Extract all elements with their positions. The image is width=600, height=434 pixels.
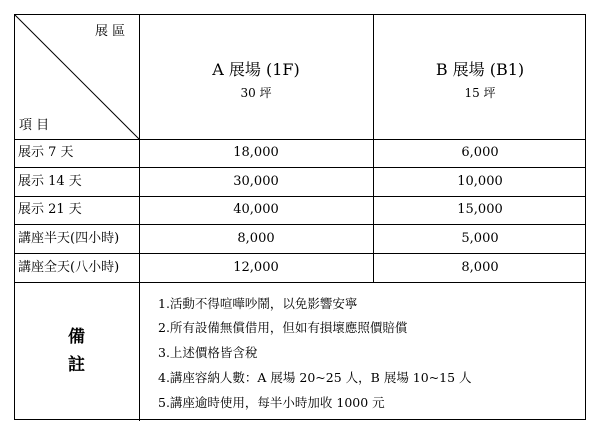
remark-note: 4.講座容納人數：A 展場 20~25 人，B 展場 10~15 人 bbox=[158, 370, 472, 385]
row-price-a: 30,000 bbox=[233, 174, 279, 189]
remarks-label-line2: 註 bbox=[68, 355, 86, 375]
fee-table bbox=[14, 14, 586, 420]
row-item-label: 展示 14 天 bbox=[18, 174, 82, 189]
corner-item-label: 項 目 bbox=[19, 118, 50, 133]
venue-b-name: B 展場 (B1) bbox=[435, 60, 525, 79]
remark-note: 5.講座逾時使用，每半小時加收 1000 元 bbox=[158, 395, 385, 410]
row-item-label: 講座半天(四小時) bbox=[18, 231, 120, 246]
row-price-b: 5,000 bbox=[461, 231, 499, 246]
row-price-b: 10,000 bbox=[457, 174, 503, 189]
row-price-a: 12,000 bbox=[233, 260, 279, 275]
row-divider bbox=[15, 139, 585, 140]
venue-a-area: 30 坪 bbox=[240, 86, 272, 100]
row-price-b: 6,000 bbox=[461, 145, 499, 160]
row-divider bbox=[15, 282, 585, 283]
venue-b-area: 15 坪 bbox=[464, 86, 496, 100]
row-divider bbox=[15, 167, 585, 168]
row-divider bbox=[15, 196, 585, 197]
remark-note: 3.上述價格皆含稅 bbox=[158, 345, 258, 360]
remark-note: 2.所有設備無償借用，但如有損壞應照價賠償 bbox=[158, 320, 408, 335]
row-price-a: 8,000 bbox=[237, 231, 275, 246]
row-price-a: 40,000 bbox=[233, 202, 279, 217]
row-item-label: 展示 7 天 bbox=[18, 145, 74, 160]
remark-divider bbox=[139, 282, 140, 421]
row-divider bbox=[15, 224, 585, 225]
row-divider bbox=[15, 253, 585, 254]
row-price-b: 15,000 bbox=[457, 202, 503, 217]
column-divider-2 bbox=[373, 15, 374, 282]
corner-venue-label: 展 區 bbox=[95, 24, 126, 39]
remarks-label-line1: 備 bbox=[68, 327, 86, 347]
row-item-label: 講座全天(八小時) bbox=[18, 260, 120, 275]
row-price-a: 18,000 bbox=[233, 145, 279, 160]
row-item-label: 展示 21 天 bbox=[18, 202, 82, 217]
row-price-b: 8,000 bbox=[461, 260, 499, 275]
venue-a-name: A 展場 (1F) bbox=[212, 60, 300, 79]
remark-note: 1.活動不得喧嘩吵鬧，以免影響安寧 bbox=[158, 296, 358, 311]
column-divider-1 bbox=[139, 15, 140, 282]
